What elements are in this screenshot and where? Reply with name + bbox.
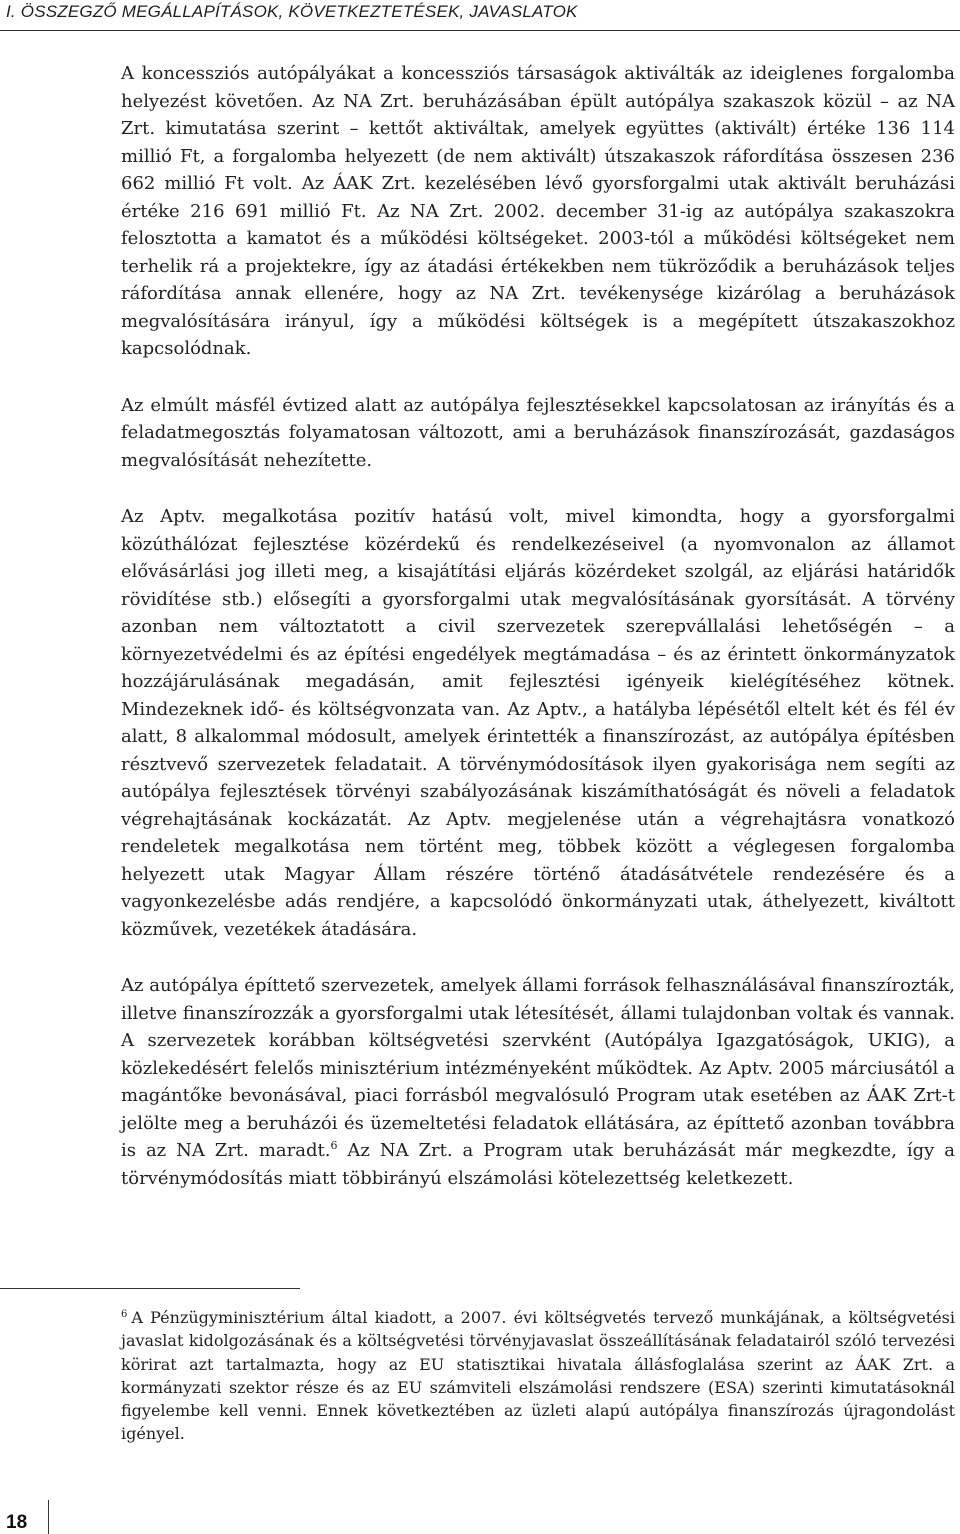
- footnote-text: A Pénzügyminisztérium által kiadott, a 2007. évi költségvetés tervező munkájának, a költségvetési javaslat kidolgozásának és a költségvetési törvényjavaslat összeállításának feladatairól szóló tervezési körirat azt tartalmazta, hogy az EU statisztikai hivatala állásfoglalása szerint az ÁAK Zrt. a kormányzati szektor része és az EU számviteli elszámolási rendszere (ESA) szerinti kimutatásoknál figyelembe kell venni. Ennek következtében az üzleti alapú autópálya finanszírozás újragondolást igényel.: [121, 1308, 955, 1444]
- footnote-divider: [0, 1288, 300, 1289]
- paragraph-1: A koncessziós autópályákat a koncessziós társaságok aktiválták az ideiglenes forgalomba helyezést követően. Az NA Zrt. beruházásában épült autópálya szakaszok közül – az NA Zrt. kimutatása szerint – kettőt aktiváltak, amelyek együttes (aktivált) értéke 136 114 millió Ft, a forgalomba helyezett (de nem aktivált) útszakaszok ráfordítása összesen 236 662 millió Ft volt. Az ÁAK Zrt. kezelésében lévő gyorsforgalmi utak aktivált beruházási értéke 216 691 millió Ft. Az NA Zrt. 2002. december 31-ig az autópálya szakaszokra felosztotta a kamatot és a működési költségeket. 2003-tól a működési költségeket nem terhelik rá a projektekre, így az átadási értékekben nem tükröződik a beruházások teljes ráfordítása annak ellenére, hogy az NA Zrt. tevékenysége kizárólag a beruházások megvalósítására irányul, így a működési költségek is a megépített útszakaszokhoz kapcsolódnak.: [121, 63, 955, 359]
- paragraph-4-text-after: Az NA Zrt. a Program utak beruházását már megkezdte, így a törvénymódosítás miatt többirányú elszámolási kötelezettség keletkezett.: [121, 1140, 955, 1189]
- page-number: 18: [6, 1512, 28, 1533]
- main-text: [121, 60, 955, 1221]
- paragraph-4-text-before: Az autópálya építtető szervezetek, amelyek állami források felhasználásával finanszírozták, illetve finanszírozzák a gyorsforgalmi utak létesítését, állami tulajdonban voltak és vannak. A szervezetek korábban költségvetési szervként (Autópálya Igazgatóságok, UKIG), a közlekedésért felelős minisztérium intézményeként működtek. Az Aptv. 2005 márciusától a magántőke bevonásával, piaci forrásból megvalósuló Program utak esetében az ÁAK Zrt-t jelölte meg a beruházói és üzemeltetési feladatok ellátására, az építtető azonban továbbra is az NA Zrt. maradt.: [121, 975, 955, 1161]
- footnote-number: 6: [121, 1308, 128, 1320]
- footnote-reference[interactable]: 6: [330, 1139, 338, 1152]
- page-number-divider: [48, 1500, 49, 1534]
- paragraph-3: Az Aptv. megalkotása pozitív hatású volt, mivel kimondta, hogy a gyorsforgalmi közúthálózat fejlesztése közérdekű és rendelkezéseivel (a nyomvonalon az államot elővásárlási jog illeti meg, a kisajátítási eljárás közérdeket szolgál, az eljárási határidők rövidítése stb.) elősegíti a gyorsforgalmi utak megvalósításának gyorsítását. A törvény azonban nem változtatott a civil szervezetek szerepvállalási lehetőségén – a környezetvédelmi és az építési engedélyek megtámadása – és az érintett önkormányzatok hozzájárulásának megadásán, amit fejlesztési igényeik kielégítéséhez kötnek. Mindezeknek idő- és költségvonzata van. Az Aptv., a hatályba lépésétől eltelt két és fél év alatt, 8 alkalommal módosult, amelyek érintették a finanszírozást, az autópálya építésben résztvevő szervezetek feladatait. A törvénymódosítások ilyen gyakorisága nem segíti az autópálya fejlesztések törvényi szabályozásának kiszámíthatóságát és növeli a feladatok végrehajtásának kockázatát. Az Aptv. megjelenése után a végrehajtásra vonatkozó rendeletek megalkotása nem történt meg, többek között a véglegesen forgalomba helyezett utak Magyar Állam részére történő átadásátvétele rendezésére és a vagyonkezelésbe adás rendjére, a kapcsolódó önkormányzati utak, áthelyezett, kiváltott közművek, vezetékek átadására.: [121, 506, 955, 940]
- footnote: [121, 1306, 955, 1446]
- header-divider: [0, 30, 960, 31]
- paragraph-4: [121, 972, 955, 1192]
- paragraph-2: Az elmúlt másfél évtized alatt az autópálya fejlesztésekkel kapcsolatosan az irányítás és a feladatmegosztás folyamatosan változott, ami a beruházások finanszírozását, gazdaságos megvalósítását nehezítette.: [121, 394, 955, 471]
- running-header: I. ÖSSZEGZŐ MEGÁLLAPÍTÁSOK, KÖVETKEZTETÉSEK, JAVASLATOK: [6, 2, 578, 21]
